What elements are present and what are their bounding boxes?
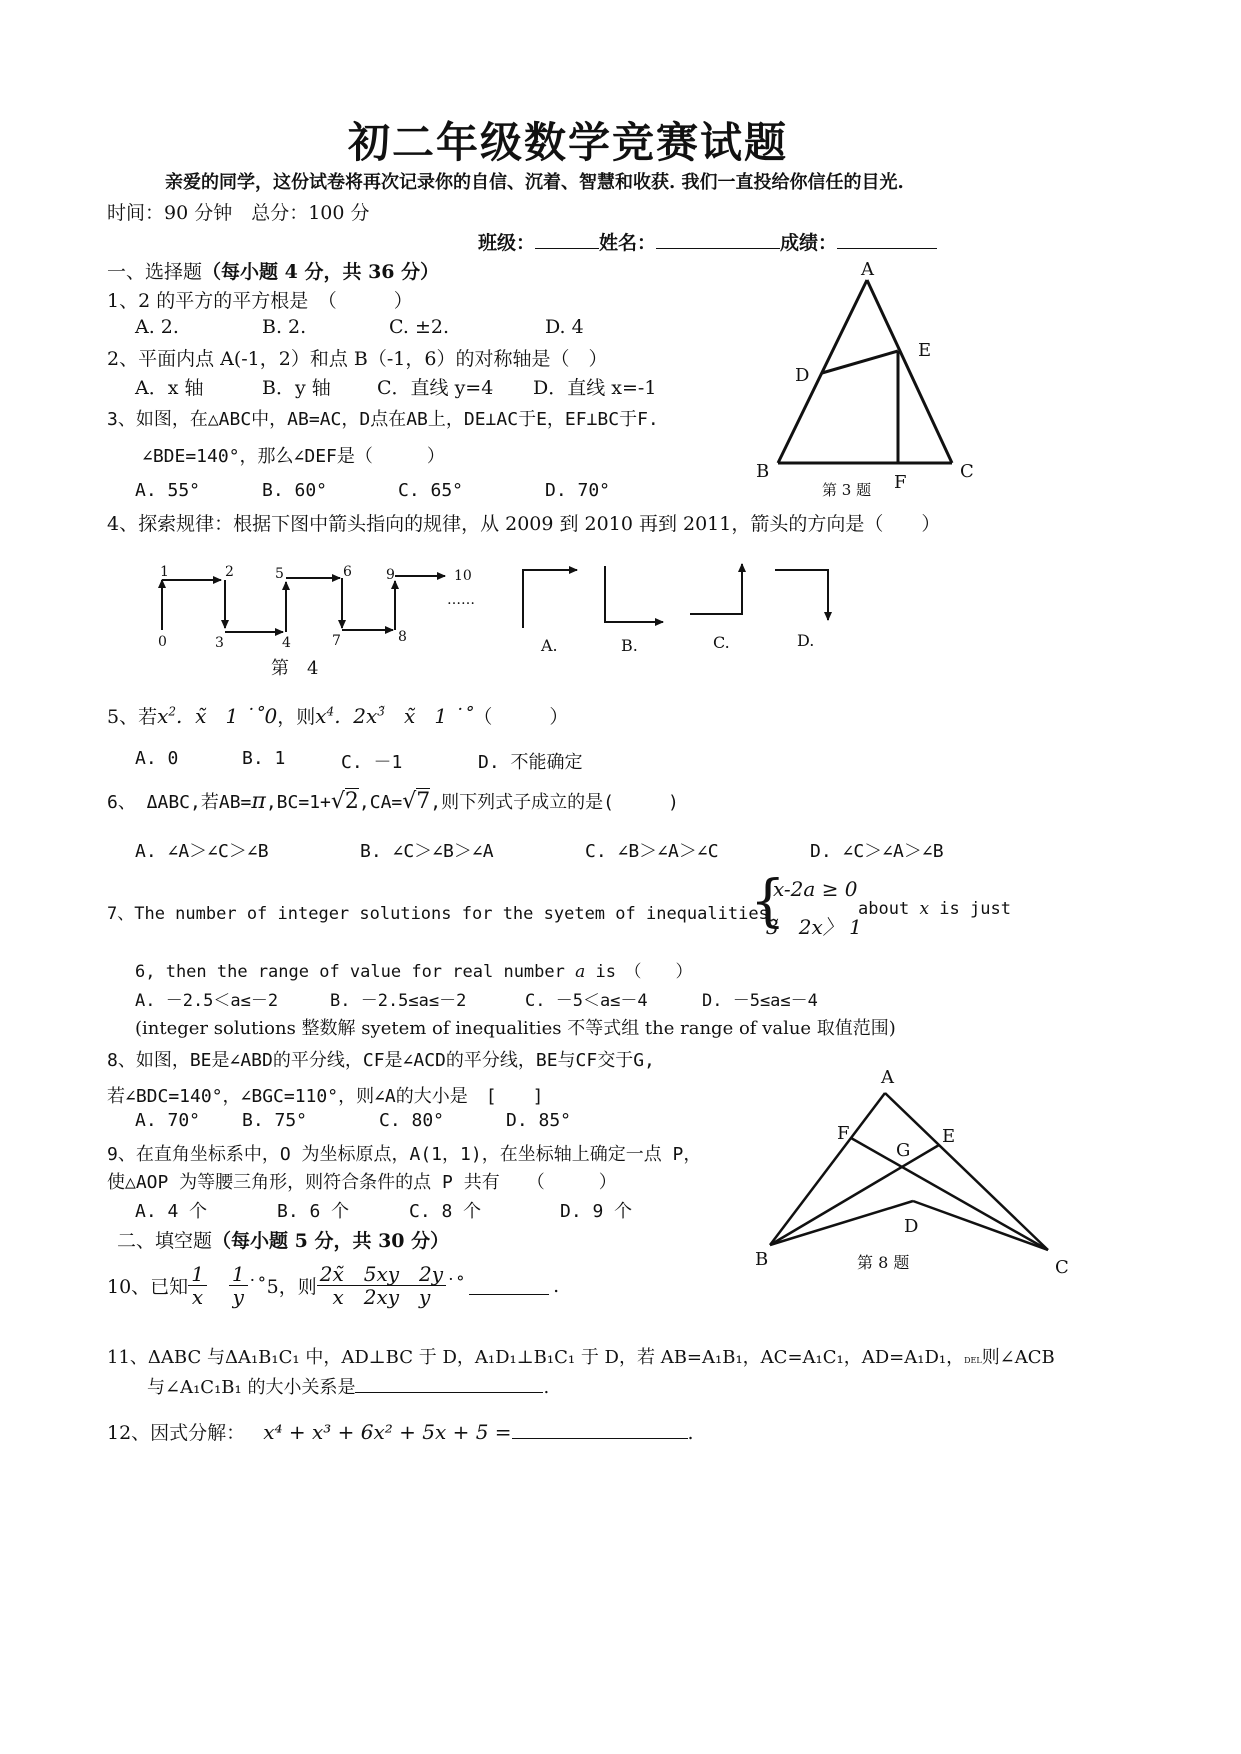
q10-big-frac bbox=[317, 1263, 446, 1308]
q6-radicand-7: 7 bbox=[416, 789, 431, 814]
fig3-label-e: E bbox=[918, 340, 932, 361]
fig4-option-c-label: C. bbox=[713, 633, 730, 652]
q8-option-d: D. 85° bbox=[506, 1110, 572, 1131]
q9-option-a: A. 4 个 bbox=[135, 1201, 208, 1222]
fig8-segment-dc bbox=[913, 1201, 1048, 1250]
fig8-label-c: C bbox=[1055, 1257, 1069, 1278]
time-info: 时间：90 分钟 总分：100 分 bbox=[107, 202, 370, 224]
fig8-segment-bd bbox=[770, 1201, 913, 1245]
fig4-num-9: 9 bbox=[386, 567, 395, 583]
page-title: 初二年级数学竞赛试题 bbox=[348, 118, 789, 167]
q9-stem-line1: 9、在直角坐标系中，O 为坐标原点，A(1，1)，在坐标轴上确定一点 P， bbox=[107, 1144, 702, 1165]
fig4-caption: 第 4 bbox=[271, 658, 319, 679]
q10-frac1-den: x bbox=[191, 1285, 204, 1309]
q12-answer-blank[interactable] bbox=[512, 1420, 688, 1439]
fig8-side-ab bbox=[770, 1093, 885, 1245]
fig8-caption: 第 8 题 bbox=[857, 1253, 910, 1272]
q7-line2 bbox=[135, 957, 693, 982]
q6-pi: π bbox=[251, 789, 266, 814]
q10-eq5: ˙˚5，则 bbox=[247, 1276, 317, 1298]
q5-option-b: B. 1 bbox=[242, 748, 286, 769]
q6-radicand-2: 2 bbox=[344, 789, 359, 814]
q6-option-c: C. ∠B＞∠A＞∠C bbox=[585, 841, 719, 862]
q2-option-b: B．y 轴 bbox=[262, 377, 331, 399]
fig4-dots: …… bbox=[447, 592, 475, 608]
section2-note: （每小题 5 分，共 30 分） bbox=[212, 1230, 450, 1252]
q7-about: about bbox=[858, 899, 910, 919]
fig3-label-d: D bbox=[795, 365, 810, 386]
q5-option-c: C. －1 bbox=[341, 752, 403, 773]
q10-end: . bbox=[553, 1274, 560, 1297]
q11-then: 则∠ACB bbox=[981, 1347, 1055, 1368]
q3-option-a: A. 55° bbox=[135, 480, 201, 501]
q11-end: . bbox=[543, 1377, 550, 1398]
fig4-num-4: 4 bbox=[282, 635, 291, 651]
q2-stem: 2、平面内点 A(-1，2）和点 B（-1，6）的对称轴是（ ） bbox=[107, 348, 608, 370]
q6-lead: 6、 ΔABC,若AB= bbox=[107, 792, 252, 813]
q10-frac2-num: 1 bbox=[229, 1263, 248, 1286]
q7-glossary: (integer solutions 整数解 syetem of inequalities 不等式组 the range of value 取值范围) bbox=[135, 1018, 896, 1039]
q7-option-d: D. －5≤a≤－4 bbox=[702, 991, 818, 1011]
q6-tail: ,则下列式子成立的是( ) bbox=[430, 792, 679, 813]
student-info-row bbox=[478, 228, 937, 255]
fig3-label-c: C bbox=[960, 461, 974, 482]
fig4-num-6: 6 bbox=[343, 564, 352, 580]
q6-stem bbox=[107, 788, 679, 814]
fig4-num-2: 2 bbox=[225, 564, 234, 580]
q7-system-line1: x-2a ≥ 0 bbox=[773, 877, 858, 901]
q10-frac-1x bbox=[188, 1263, 207, 1308]
q5-option-d: D. 不能确定 bbox=[478, 752, 583, 773]
q9-stem-line2: 使△AOP 为等腰三角形，则符合条件的点 P 共有 （ ） bbox=[107, 1172, 617, 1193]
fig4-num-5: 5 bbox=[275, 566, 284, 582]
class-blank[interactable] bbox=[535, 230, 599, 249]
fig4-option-c-arrow bbox=[690, 564, 742, 614]
q10-frac1-num: 1 bbox=[188, 1263, 207, 1286]
section1-title: 一、选择题 bbox=[107, 261, 203, 283]
q5-expression: $x^4$. $2x^{3̃}$ x̃ 1 ˙˚ bbox=[315, 704, 474, 728]
figure-q3 bbox=[740, 255, 990, 505]
q11-answer-blank[interactable] bbox=[355, 1374, 543, 1393]
q7-option-a: A. －2.5＜a≤－2 bbox=[135, 991, 279, 1011]
fig4-option-a-label: A. bbox=[541, 636, 558, 655]
q12-end: . bbox=[687, 1422, 694, 1444]
fig8-label-e: E bbox=[942, 1126, 956, 1147]
q7-tail bbox=[858, 899, 1011, 919]
q5-lead: 5、若 bbox=[107, 706, 158, 728]
q11-text2: 与∠A₁C₁B₁ 的大小关系是 bbox=[147, 1377, 356, 1398]
q6-option-b: B. ∠C＞∠B＞∠A bbox=[360, 841, 494, 862]
q10-big-den: x 2xy y bbox=[332, 1285, 431, 1309]
q7-stem: 7、The number of integer solutions for the syetem of inequalities bbox=[107, 904, 769, 924]
fig3-label-a: A bbox=[861, 259, 874, 280]
q6-ca: ,CA= bbox=[358, 792, 403, 813]
q4-stem: 4、探索规律：根据下图中箭头指向的规律，从 2009 到 2010 再到 2011，箭头的方向是（ ） bbox=[107, 513, 941, 535]
q1-option-c: C. ±2. bbox=[389, 316, 449, 338]
q6-bc: ,BC=1+ bbox=[265, 792, 331, 813]
q7-isjust: is just bbox=[939, 899, 1011, 919]
q10-frac-1y bbox=[229, 1263, 248, 1308]
q7-brace: { bbox=[750, 869, 786, 934]
q9-option-d: D. 9 个 bbox=[560, 1201, 633, 1222]
q10-lead: 10、已知 bbox=[107, 1276, 189, 1298]
q3-option-b: B. 60° bbox=[262, 480, 328, 501]
figure-q4 bbox=[145, 548, 855, 688]
q2-option-a: A．x 轴 bbox=[135, 377, 204, 399]
q11-line2 bbox=[147, 1373, 549, 1399]
fig8-label-b: B bbox=[755, 1249, 769, 1270]
q11-del: DEL bbox=[964, 1356, 982, 1365]
q12-expression: x⁴ + x³ + 6x² + 5x + 5 = bbox=[263, 1420, 512, 1444]
q6-sqrt2: √2 bbox=[330, 789, 359, 814]
q8-option-b: B. 75° bbox=[242, 1110, 308, 1131]
q3-stem-line2: ∠BDE=140°，那么∠DEF是（ ） bbox=[142, 446, 445, 467]
fig8-label-g: G bbox=[896, 1140, 911, 1161]
q10-stem bbox=[107, 1263, 559, 1308]
q7-option-c: C. －5＜a≤－4 bbox=[525, 991, 648, 1011]
q7-a: a bbox=[575, 962, 586, 982]
fig4-option-a-arrow bbox=[523, 570, 577, 628]
fig4-option-b-arrow bbox=[605, 566, 663, 622]
q5-mid: ，则 bbox=[277, 706, 316, 728]
q12-stem bbox=[107, 1418, 694, 1445]
q5-stem bbox=[107, 702, 568, 729]
fig3-side-ac bbox=[867, 280, 952, 463]
q6-option-d: D. ∠C＞∠A＞∠B bbox=[810, 841, 944, 862]
q8-stem-line2: 若∠BDC=140°，∠BGC=110°，则∠A的大小是 [ ] bbox=[107, 1086, 544, 1107]
fig3-caption: 第 3 题 bbox=[822, 481, 872, 499]
q1-option-d: D. 4 bbox=[545, 316, 584, 338]
q1-option-b: B. 2. bbox=[262, 316, 307, 338]
q2-option-d: D．直线 x=-1 bbox=[533, 377, 657, 399]
fig8-label-f: F bbox=[837, 1123, 850, 1144]
section1-heading bbox=[107, 257, 439, 284]
q3-option-c: C. 65° bbox=[398, 480, 464, 501]
class-label: 班级： bbox=[478, 232, 536, 254]
q7-line2a: 6, then the range of value for real number bbox=[135, 962, 565, 982]
fig4-num-8: 8 bbox=[398, 629, 407, 645]
q10-frac2-den: y bbox=[232, 1285, 244, 1309]
fig3-label-b: B bbox=[756, 461, 770, 482]
section2-title: 二、填空题 bbox=[117, 1230, 213, 1252]
q6-sqrt7: √7 bbox=[402, 789, 431, 814]
score-blank[interactable] bbox=[837, 230, 937, 249]
q7-x: x bbox=[919, 899, 930, 919]
q1-stem: 1、2 的平方的平方根是 （ ） bbox=[107, 290, 413, 312]
q7-option-b: B. －2.5≤a≤－2 bbox=[330, 991, 467, 1011]
fig4-option-b-label: B. bbox=[621, 636, 638, 655]
fig4-num-0: 0 bbox=[158, 634, 167, 650]
q10-eqsign: ˙˚ bbox=[446, 1274, 466, 1297]
q8-stem-line1: 8、如图，BE是∠ABD的平分线，CF是∠ACD的平分线，BE与CF交于G, bbox=[107, 1050, 655, 1071]
q11-line1 bbox=[107, 1343, 1055, 1369]
q7-line2b: is （ ） bbox=[595, 962, 693, 982]
fig4-num-7: 7 bbox=[332, 633, 341, 649]
q10-big-num: 2x̃ 5xy 2y bbox=[317, 1263, 446, 1286]
fig8-label-d: D bbox=[904, 1216, 919, 1237]
q8-option-c: C. 80° bbox=[379, 1110, 445, 1131]
fig3-label-f: F bbox=[894, 472, 907, 493]
fig8-label-a: A bbox=[881, 1067, 894, 1088]
section2-heading bbox=[117, 1226, 449, 1253]
name-label: 姓名： bbox=[599, 232, 657, 254]
q12-lead: 12、因式分解： bbox=[107, 1422, 246, 1444]
q3-option-d: D. 70° bbox=[545, 480, 611, 501]
figure-q8 bbox=[745, 1060, 1085, 1285]
fig3-segment-de bbox=[822, 351, 898, 373]
q9-option-b: B. 6 个 bbox=[277, 1201, 350, 1222]
q5-paren: （ ） bbox=[473, 706, 569, 728]
q1-option-a: A. 2. bbox=[135, 316, 179, 338]
fig4-option-d-arrow bbox=[775, 570, 828, 620]
q9-option-c: C. 8 个 bbox=[409, 1201, 482, 1222]
fig4-num-1: 1 bbox=[160, 564, 169, 580]
q10-answer-blank[interactable] bbox=[469, 1276, 549, 1295]
score-label: 成绩： bbox=[780, 232, 838, 254]
q11-text1: 11、ΔABC 与ΔA₁B₁C₁ 中，AD⊥BC 于 D，A₁D₁⊥B₁C₁ 于 D，若 AB=A₁B₁，AC=A₁C₁，AD=A₁D₁， bbox=[107, 1347, 965, 1368]
name-blank[interactable] bbox=[656, 230, 780, 249]
fig4-option-d-label: D. bbox=[797, 631, 815, 650]
motto: 亲爱的同学，这份试卷将再次记录你的自信、沉着、智慧和收获. 我们一直投给你信任的目光. bbox=[165, 172, 904, 193]
fig4-num-10: 10 bbox=[454, 568, 472, 584]
q8-option-a: A. 70° bbox=[135, 1110, 201, 1131]
section1-note: （每小题 4 分，共 36 分） bbox=[202, 261, 440, 283]
q5-option-a: A. 0 bbox=[135, 748, 179, 769]
q7-system-line2: 3̃ 2x〉 1 bbox=[766, 915, 862, 939]
q3-stem-line1: 3、如图，在△ABC中，AB=AC，D点在AB上，DE⊥AC于E，EF⊥BC于F. bbox=[107, 409, 659, 430]
q6-option-a: A. ∠A＞∠C＞∠B bbox=[135, 841, 269, 862]
fig4-num-3: 3 bbox=[215, 635, 224, 651]
q5-equation: $x^2$. x̃ 1 ˙˚0 bbox=[157, 704, 278, 728]
q2-option-c: C．直线 y=4 bbox=[377, 377, 494, 399]
